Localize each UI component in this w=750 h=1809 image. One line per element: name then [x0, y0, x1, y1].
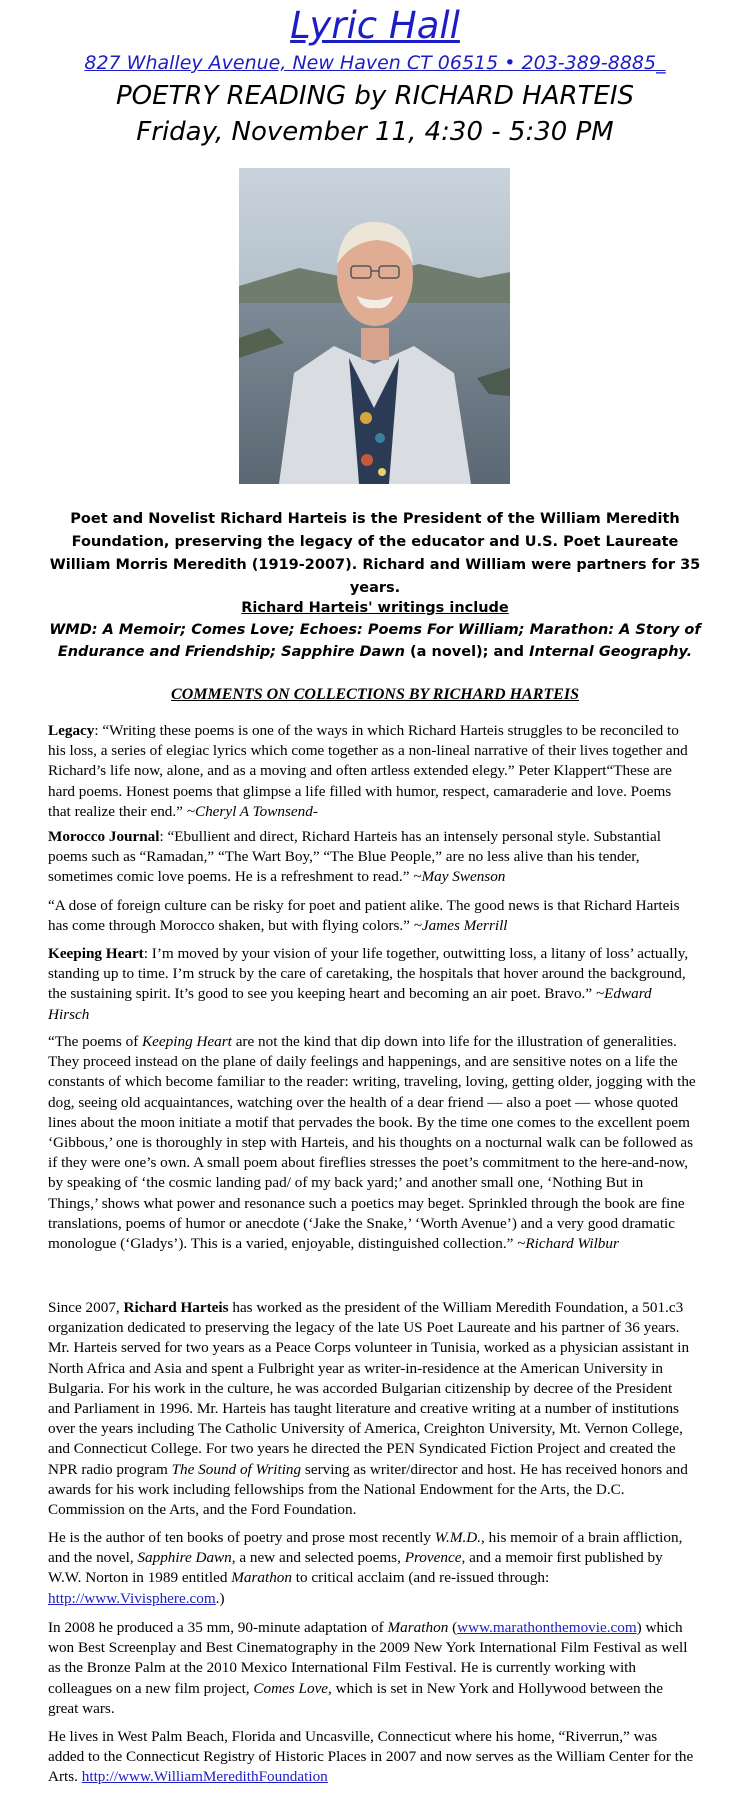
marathon-movie-link[interactable]: www.marathonthemovie.com — [457, 1619, 637, 1636]
meredith-foundation-link[interactable]: http://www.WilliamMeredithFoundation — [81, 1768, 328, 1786]
venue-address-link[interactable]: 827 Whalley Avenue, New Haven CT 06515 • 203-389-8885_ — [84, 52, 666, 74]
bio-p2-e: to critical acclaim (and re-issued through: — [291, 1569, 550, 1587]
writings-label: Richard Harteis' writings include — [241, 600, 509, 616]
comments-heading: COMMENTS ON COLLECTIONS BY RICHARD HARTEIS — [171, 686, 579, 703]
comment-foreign-attribution: ~James Merrill — [413, 917, 508, 935]
writings-list-b: Internal Geography. — [529, 644, 693, 660]
bio-paragraph-4 — [48, 1727, 696, 1788]
bio-p2-a: He is the author of ten books of poetry and prose most recently — [48, 1529, 435, 1546]
bio-p4-a: He lives in West Palm Beach, Florida and Uncasville, Connecticut where his home, “Riverrun,” was added to the Connecticut Registry of Historic Places in 2007 and now serves as the William Center for the Arts. — [48, 1728, 694, 1786]
comment-keeping-attribution: ~Edward Hirsch — [48, 985, 652, 1023]
comment-wilbur — [48, 1032, 696, 1254]
comment-foreign — [48, 896, 696, 936]
bio-p1-a: Since 2007, — [48, 1299, 124, 1316]
writings-novel-note: (a novel); and — [405, 644, 530, 660]
comment-legacy — [48, 721, 696, 822]
comment-morocco-text: : “Ebullient and direct, Richard Harteis has an intensely personal style. Substantial poems such as “Ramadan,” “The Wart Boy,” “The Blue People,” are no less alive than his tender, sometimes comic love poems. He is a refreshment to read.” — [48, 828, 661, 886]
bio-p2-b: , his memoir of a brain affliction, and the novel, — [48, 1529, 683, 1567]
comment-keeping-heart — [48, 944, 696, 1025]
writings-block — [40, 597, 710, 663]
bio-p2-c: , a new and selected poems, — [231, 1549, 405, 1567]
comment-legacy-text: : “Writing these poems is one of the ways in which Richard Harteis struggles to be reconciled to his loss, a series of elegiac lyrics which come together as a non-lineal narrative of their lives together and Richard’s life now, alone, and as a moving and often artless extended elegy.” Peter Klappert“These are hard poems. Honest poems that glimpse a life filled with humor, respect, camaraderie and love. Poems that realize their end.” — [48, 722, 688, 820]
comment-morocco-attribution: ~May Swenson — [413, 868, 506, 886]
writings-list — [40, 619, 710, 663]
comment-wilbur-pre: “The poems of — [48, 1033, 143, 1050]
bio-p1-name: Richard Harteis — [123, 1299, 229, 1316]
event-title: POETRY READING by RICHARD HARTEIS — [115, 81, 635, 111]
event-time: Friday, November 11, 4:30 - 5:30 PM — [136, 117, 614, 147]
comment-keeping-label: Keeping Heart — [48, 945, 144, 962]
bio-p3-marathon: Marathon — [387, 1619, 449, 1636]
bio-p2-marathon: Marathon — [231, 1569, 292, 1587]
bio-p1-b: has worked as the president of the William Meredith Foundation, a 501.c3 organization dedicated to preserving the legacy of the late US Poet Laureate and his partner of 36 years. Mr. Harteis served for two years as a Peace Corps volunteer in Tunisia, worked as a physician assistant in North Africa and Asia and spent a Fulbright year as writer-in-residence at the American University in Bulgaria. For his work in the culture, he was accorded Bulgarian citizenship by decree of the President and Parliament in 1996. Mr. Harteis has taught literature and creative writing at a number of institutions over the years including The Catholic University of America, Creighton University, Mt. Vernon College, and Connecticut College. For two years he directed the PEN Syndicated Fiction Project and created the NPR radio program — [48, 1299, 690, 1478]
comment-wilbur-text: are not the kind that dip down into life for the illustration of generalities. They proceed instead on the plane of daily feelings and happenings, and are sensitive notes on a life the constants of which become familiar to the reader: writing, traveling, loving, getting older, jogging with the dog, seeing old acquaintances, watching over the health of a dear friend — also a poet — whose quoted lines about the moon initiate a motif that pervades the book. By the time one comes to the excellent poem ‘Gibbous,’ one is thoroughly in step with Harteis, and his thoughts on a nocturnal walk can be followed as if they were one’s own. A small poem about fireflies stresses the poet’s commitment to the here-and-now, by speaking of ‘the cosmic landing pad/ of my back yard;’ and another small one, ‘Nothing But in Things,’ shows what power and resonance such a poetics may beget. Sprinkled through the book are fine translations, poems of humor or anecdote (‘Jake the Snake,’ ‘Worth Avenue’) and a very good dramatic monologue (‘Gladys’). This is a varied, enjoyable, distinguished collection.” — [48, 1033, 696, 1253]
bio-p3-a: In 2008 he produced a 35 mm, 90-minute adaptation of — [48, 1619, 388, 1636]
comment-morocco — [48, 827, 696, 888]
comment-wilbur-attribution: ~Richard Wilbur — [517, 1235, 619, 1253]
bio-paragraph-3 — [48, 1618, 696, 1719]
intro-paragraph: Poet and Novelist Richard Harteis is the President of the William Meredith Foundation, preserving the legacy of the educator and U.S. Poet Laureate William Morris Meredith (1919-2007). Richard and William were partners for 35 years. — [49, 511, 701, 596]
writings-list-a: WMD: A Memoir; Comes Love; Echoes: Poems For William; Marathon: A Story of Endurance and Friendship; Sapphire Dawn — [49, 622, 701, 660]
bio-p2-wmd: W.M.D. — [434, 1529, 482, 1546]
bio-p2-f: .) — [215, 1589, 225, 1607]
comment-keeping-text: : I’m moved by your vision of your life together, outwitting loss, a litany of loss’ actually, standing up to time. I’m struck by the care of caretaking, the hospitals that hover around the background, the sustaining spirit. It’s good to see you keeping heart and becoming an air poet. Bravo.” — [48, 945, 689, 1003]
comment-foreign-text: “A dose of foreign culture can be risky for poet and patient alike. The good news is that Richard Harteis has come through Morocco shaken, but with flying colors.” — [48, 897, 680, 935]
vivisphere-link[interactable]: http://www.Vivisphere.com — [48, 1589, 216, 1607]
bio-paragraph-1 — [48, 1298, 696, 1520]
author-photo — [239, 168, 510, 484]
comment-legacy-label: Legacy — [48, 722, 95, 739]
bio-p3-b: ( — [448, 1619, 458, 1636]
bio-p1-c: serving as writer/director and host. He has received honors and awards for his work including fellowships from the National Endowment for the Arts, the D.C. Commission on the Arts, and the Ford Foundation. — [48, 1460, 688, 1519]
comment-wilbur-title: Keeping Heart — [142, 1033, 232, 1050]
bio-p3-c: ) which won Best Screenplay and Best Cinematography in the 2009 New York International Film Festival as well as the Bronze Palm at the 2010 Mexico International Film Festival. He is currently working with colleagues on a new film project, — [48, 1619, 688, 1697]
bio-p3-d: which is set in New York and Hollywood between the great wars. — [48, 1679, 663, 1717]
venue-title[interactable]: Lyric Hall — [290, 4, 460, 47]
bio-p2-provence: Provence — [404, 1549, 462, 1567]
bio-p1-radio-title: The Sound of Writing — [171, 1460, 302, 1478]
bio-p2-sapphire: Sapphire Dawn — [137, 1549, 232, 1567]
bio-paragraph-2 — [48, 1528, 696, 1609]
bio-p2-d: , and a memoir first published by W.W. Norton in 1989 entitled — [48, 1549, 663, 1587]
comment-legacy-attribution: ~Cheryl A Townsend- — [186, 802, 318, 820]
header — [0, 0, 750, 150]
bio-p3-comes-love: Comes Love, — [253, 1679, 332, 1697]
comment-morocco-label: Morocco Journal — [48, 828, 160, 845]
